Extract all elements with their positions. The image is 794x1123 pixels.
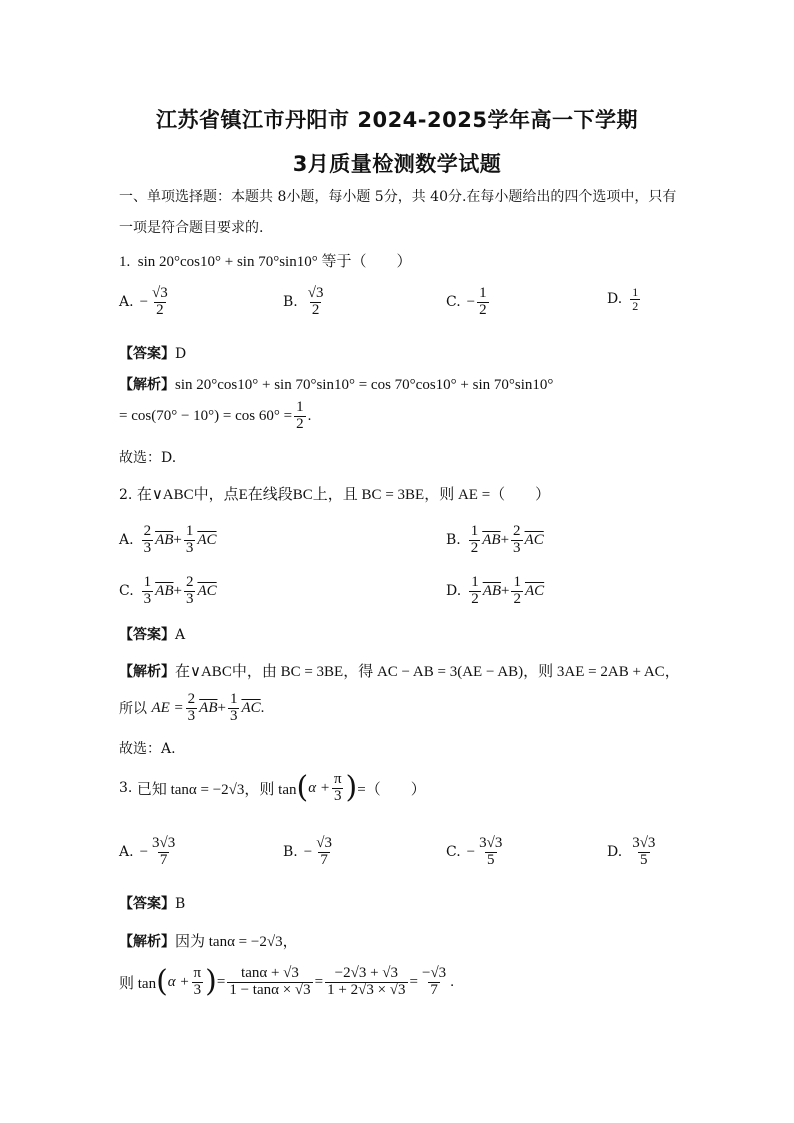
document-title-line1: 江苏省镇江市丹阳市 2024-2025学年高一下学期 <box>156 108 638 132</box>
answer-tag: 【答案】 <box>119 346 175 362</box>
q1-option-a: A. − $\frac{√3}{2}$ <box>119 285 168 318</box>
analysis-tag: 【解析】 <box>119 377 175 393</box>
q3-answer-value: B <box>175 896 186 912</box>
q2-option-c: C. $\frac{1}{3}$ $\overline{AB}$ + $\frac{2}{3}$ $\overline{AC}$ <box>119 574 217 607</box>
q1-option-c-fraction: $\frac{1}{2}$ <box>479 285 487 318</box>
q1-choose: 故选：D. <box>119 450 177 466</box>
q1-number: 1. <box>119 254 131 270</box>
q2-answer-value: A <box>175 627 186 643</box>
q3-analysis-line2: 则 tan ( α + $\frac{\pi}{3}$ ) = $\frac{\tan\alpha + √3}{1 - \tan\alpha \times √3}$ = $\frac{-2√3 + √3}{1 + 2√3 \times √3}$ = $\frac{-√3}{7}$ . <box>119 964 454 1000</box>
section-intro-line1: 一、单项选择题：本题共 8小题，每小题 5分，共 40分.在每小题给出的四个选项中，只有 <box>119 189 677 205</box>
q2-stem <box>119 483 550 504</box>
q1-option-b-fraction: $\frac{√3}{2}$ <box>307 285 324 318</box>
q1-analysis-line2: = cos(70° − 10°) = cos 60° = $\frac{1}{2}$ . <box>119 399 312 432</box>
q2-stem-text: 在∨ABC中，点E在线段BC上，且 BC = 3BE，则 AE =（ ） <box>136 487 551 503</box>
q1-option-d: D. $\frac{1}{2}$ <box>607 285 639 313</box>
q1-option-a-fraction: $\frac{√3}{2}$ <box>152 285 168 318</box>
q1-stem <box>119 250 411 271</box>
q1-stem-text: sin 20°cos10° + sin 70°sin10° 等于（ ） <box>137 254 412 270</box>
q1-answer <box>119 343 186 363</box>
q1-option-c: C. − $\frac{1}{2}$ <box>446 285 487 318</box>
q3-stem: 3. 已知 tanα = −2√3，则 tan ( α + $\frac{\pi}{3}$ ) =（ ） <box>119 770 426 806</box>
q1-analysis-fraction: $\frac{1}{2}$ <box>296 399 304 432</box>
q3-analysis-line1: 【解析】因为 tanα = −2√3， <box>119 934 298 950</box>
q2-option-b: B. $\frac{1}{2}$ $\overline{AB}$ + $\frac{2}{3}$ $\overline{AC}$ <box>446 523 544 556</box>
section-intro-line2: 一项是符合题目要求的. <box>119 220 264 236</box>
q1-answer-value: D <box>175 346 187 362</box>
q3-number: 3. <box>119 780 133 797</box>
q2-analysis-line1: 【解析】在∨ABC中，由 BC = 3BE，得 AC − AB = 3(AE − AB)，则 3AE = 2AB + AC， <box>119 664 680 680</box>
q2-number: 2. <box>119 487 133 503</box>
q2-option-d: D. $\frac{1}{2}$ $\overline{AB}$ + $\frac{1}{2}$ $\overline{AC}$ <box>446 574 545 607</box>
q3-answer: 【答案】B <box>119 896 186 912</box>
document-title-line2: 3月质量检测数学试题 <box>292 152 502 176</box>
q1-analysis-line1: 【解析】sin 20°cos10° + sin 70°sin10° = cos 70°cos10° + sin 70°sin10° <box>119 377 554 393</box>
q2-analysis-line2: 所以 AE = $\frac{2}{3}$ $\overline{AB}$ + $\frac{1}{3}$ $\overline{AC}$ . <box>119 691 265 724</box>
q2-choose: 故选：A. <box>119 741 176 757</box>
q1-option-b: B. $\frac{√3}{2}$ <box>283 285 324 318</box>
q2-answer: 【答案】A <box>119 627 186 643</box>
q3-option-c: C. − $\frac{3√3}{5}$ <box>446 835 503 868</box>
q1-option-d-fraction: $\frac{1}{2}$ <box>632 285 639 313</box>
q2-option-a: A. $\frac{2}{3}$ $\overline{AB}$ + $\frac{1}{3}$ $\overline{AC}$ <box>119 523 217 556</box>
q3-option-d: D. $\frac{3√3}{5}$ <box>607 835 656 868</box>
q3-option-a: A. − $\frac{3√3}{7}$ <box>119 835 176 868</box>
q3-option-b: B. − $\frac{√3}{7}$ <box>283 835 332 868</box>
